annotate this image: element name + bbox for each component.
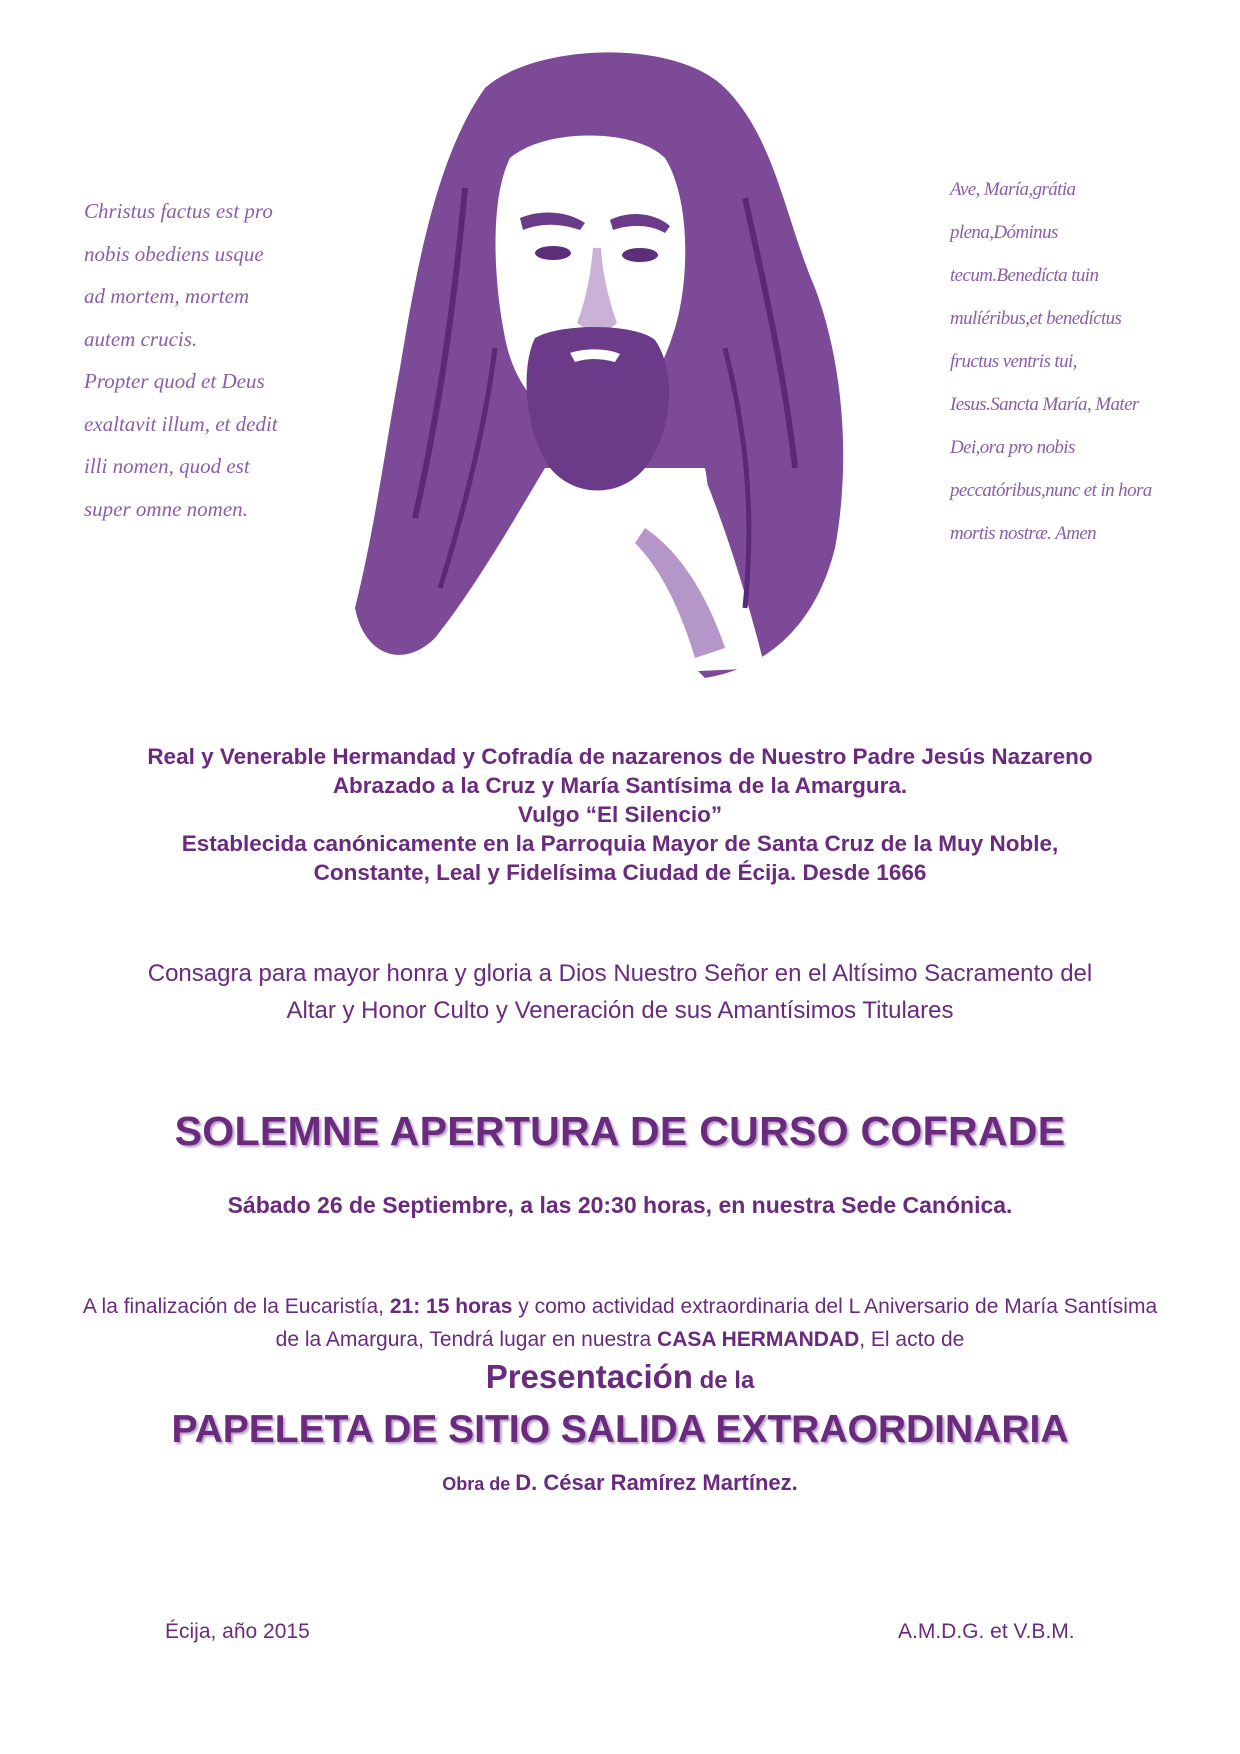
latin-left-line: super omne nomen. bbox=[84, 496, 248, 521]
latin-right-line: Iesus.Sancta María, Mater bbox=[950, 394, 1139, 415]
brotherhood-header bbox=[60, 742, 1180, 887]
para-place: CASA HERMANDAD bbox=[657, 1328, 860, 1351]
header-line: Abrazado a la Cruz y María Santísima de la Amargura. bbox=[332, 773, 908, 798]
event-title: SOLEMNE APERTURA DE CURSO COFRADE bbox=[174, 1108, 1066, 1154]
latin-left-line: ad mortem, mortem bbox=[84, 284, 250, 308]
author-prefix: Obra de bbox=[442, 1474, 516, 1494]
latin-right-line: plena,Dóminus bbox=[950, 222, 1058, 243]
footer-motto: A.M.D.G. et V.B.M. bbox=[898, 1620, 1075, 1643]
presentation-heading bbox=[0, 1358, 1240, 1396]
header-line: Constante, Leal y Fidelísima Ciudad de Écija. Desde 1666 bbox=[313, 860, 927, 885]
christ-portrait-icon bbox=[345, 48, 860, 688]
latin-right-line: tecum.Benedícta tuin bbox=[950, 265, 1099, 286]
papeleta-title: PAPELETA DE SITIO SALIDA EXTRAORDINARIA bbox=[171, 1408, 1069, 1451]
para-part: y como actividad extraordinaria del L Aniversario de María Santísima de la Amargura, Tendrá lugar en nuestra bbox=[275, 1295, 1158, 1351]
header-line: Real y Venerable Hermandad y Cofradía de nazarenos de Nuestro Padre Jesús Nazareno bbox=[147, 744, 1093, 769]
latin-left-line: nobis obediens usque bbox=[84, 241, 264, 266]
latin-right-line: peccatóribus,nunc et in hora bbox=[950, 480, 1152, 501]
header-line: Establecida canónicamente en la Parroquia Mayor de Santa Cruz de la Muy Noble, bbox=[181, 831, 1059, 856]
latin-left-line: Christus factus est pro bbox=[84, 199, 273, 223]
latin-right-line: Dei,ora pro nobis bbox=[950, 437, 1075, 458]
latin-left-line: illi nomen, quod est bbox=[84, 454, 250, 478]
consagra-line: Consagra para mayor honra y gloria a Dios Nuestro Señor en el Altísimo Sacramento del bbox=[147, 960, 1093, 987]
consecration-text bbox=[60, 955, 1180, 1029]
presentation-word: Presentación bbox=[485, 1358, 693, 1395]
latin-left-line: exaltavit illum, et dedit bbox=[84, 411, 278, 436]
presentation-suffix: de la bbox=[692, 1367, 755, 1394]
header-line: Vulgo “El Silencio” bbox=[517, 802, 723, 827]
consagra-line: Altar y Honor Culto y Veneración de sus Amantísimos Titulares bbox=[286, 997, 954, 1024]
para-part: , El acto de bbox=[859, 1328, 965, 1351]
latin-right-line: mortis nostræ. Amen bbox=[950, 523, 1097, 544]
para-part: A la finalización de la Eucaristía, bbox=[82, 1295, 390, 1318]
para-time: 21: 15 horas bbox=[389, 1295, 513, 1318]
event-description bbox=[80, 1290, 1160, 1356]
latin-right-line: Ave, María,grátia bbox=[950, 179, 1076, 200]
author-credit bbox=[0, 1470, 1240, 1496]
latin-text-right bbox=[950, 168, 1200, 555]
latin-left-line: autem crucis. bbox=[84, 326, 198, 351]
latin-text-left bbox=[84, 190, 334, 530]
latin-right-line: fructus ventris tui, bbox=[950, 351, 1077, 372]
author-name: D. César Ramírez Martínez. bbox=[515, 1470, 798, 1495]
latin-left-line: Propter quod et Deus bbox=[84, 369, 265, 393]
event-date: Sábado 26 de Septiembre, a las 20:30 horas, en nuestra Sede Canónica. bbox=[227, 1192, 1013, 1218]
latin-right-line: mulíéribus,et benedíctus bbox=[950, 308, 1122, 329]
footer-place-date: Écija, año 2015 bbox=[165, 1620, 310, 1643]
